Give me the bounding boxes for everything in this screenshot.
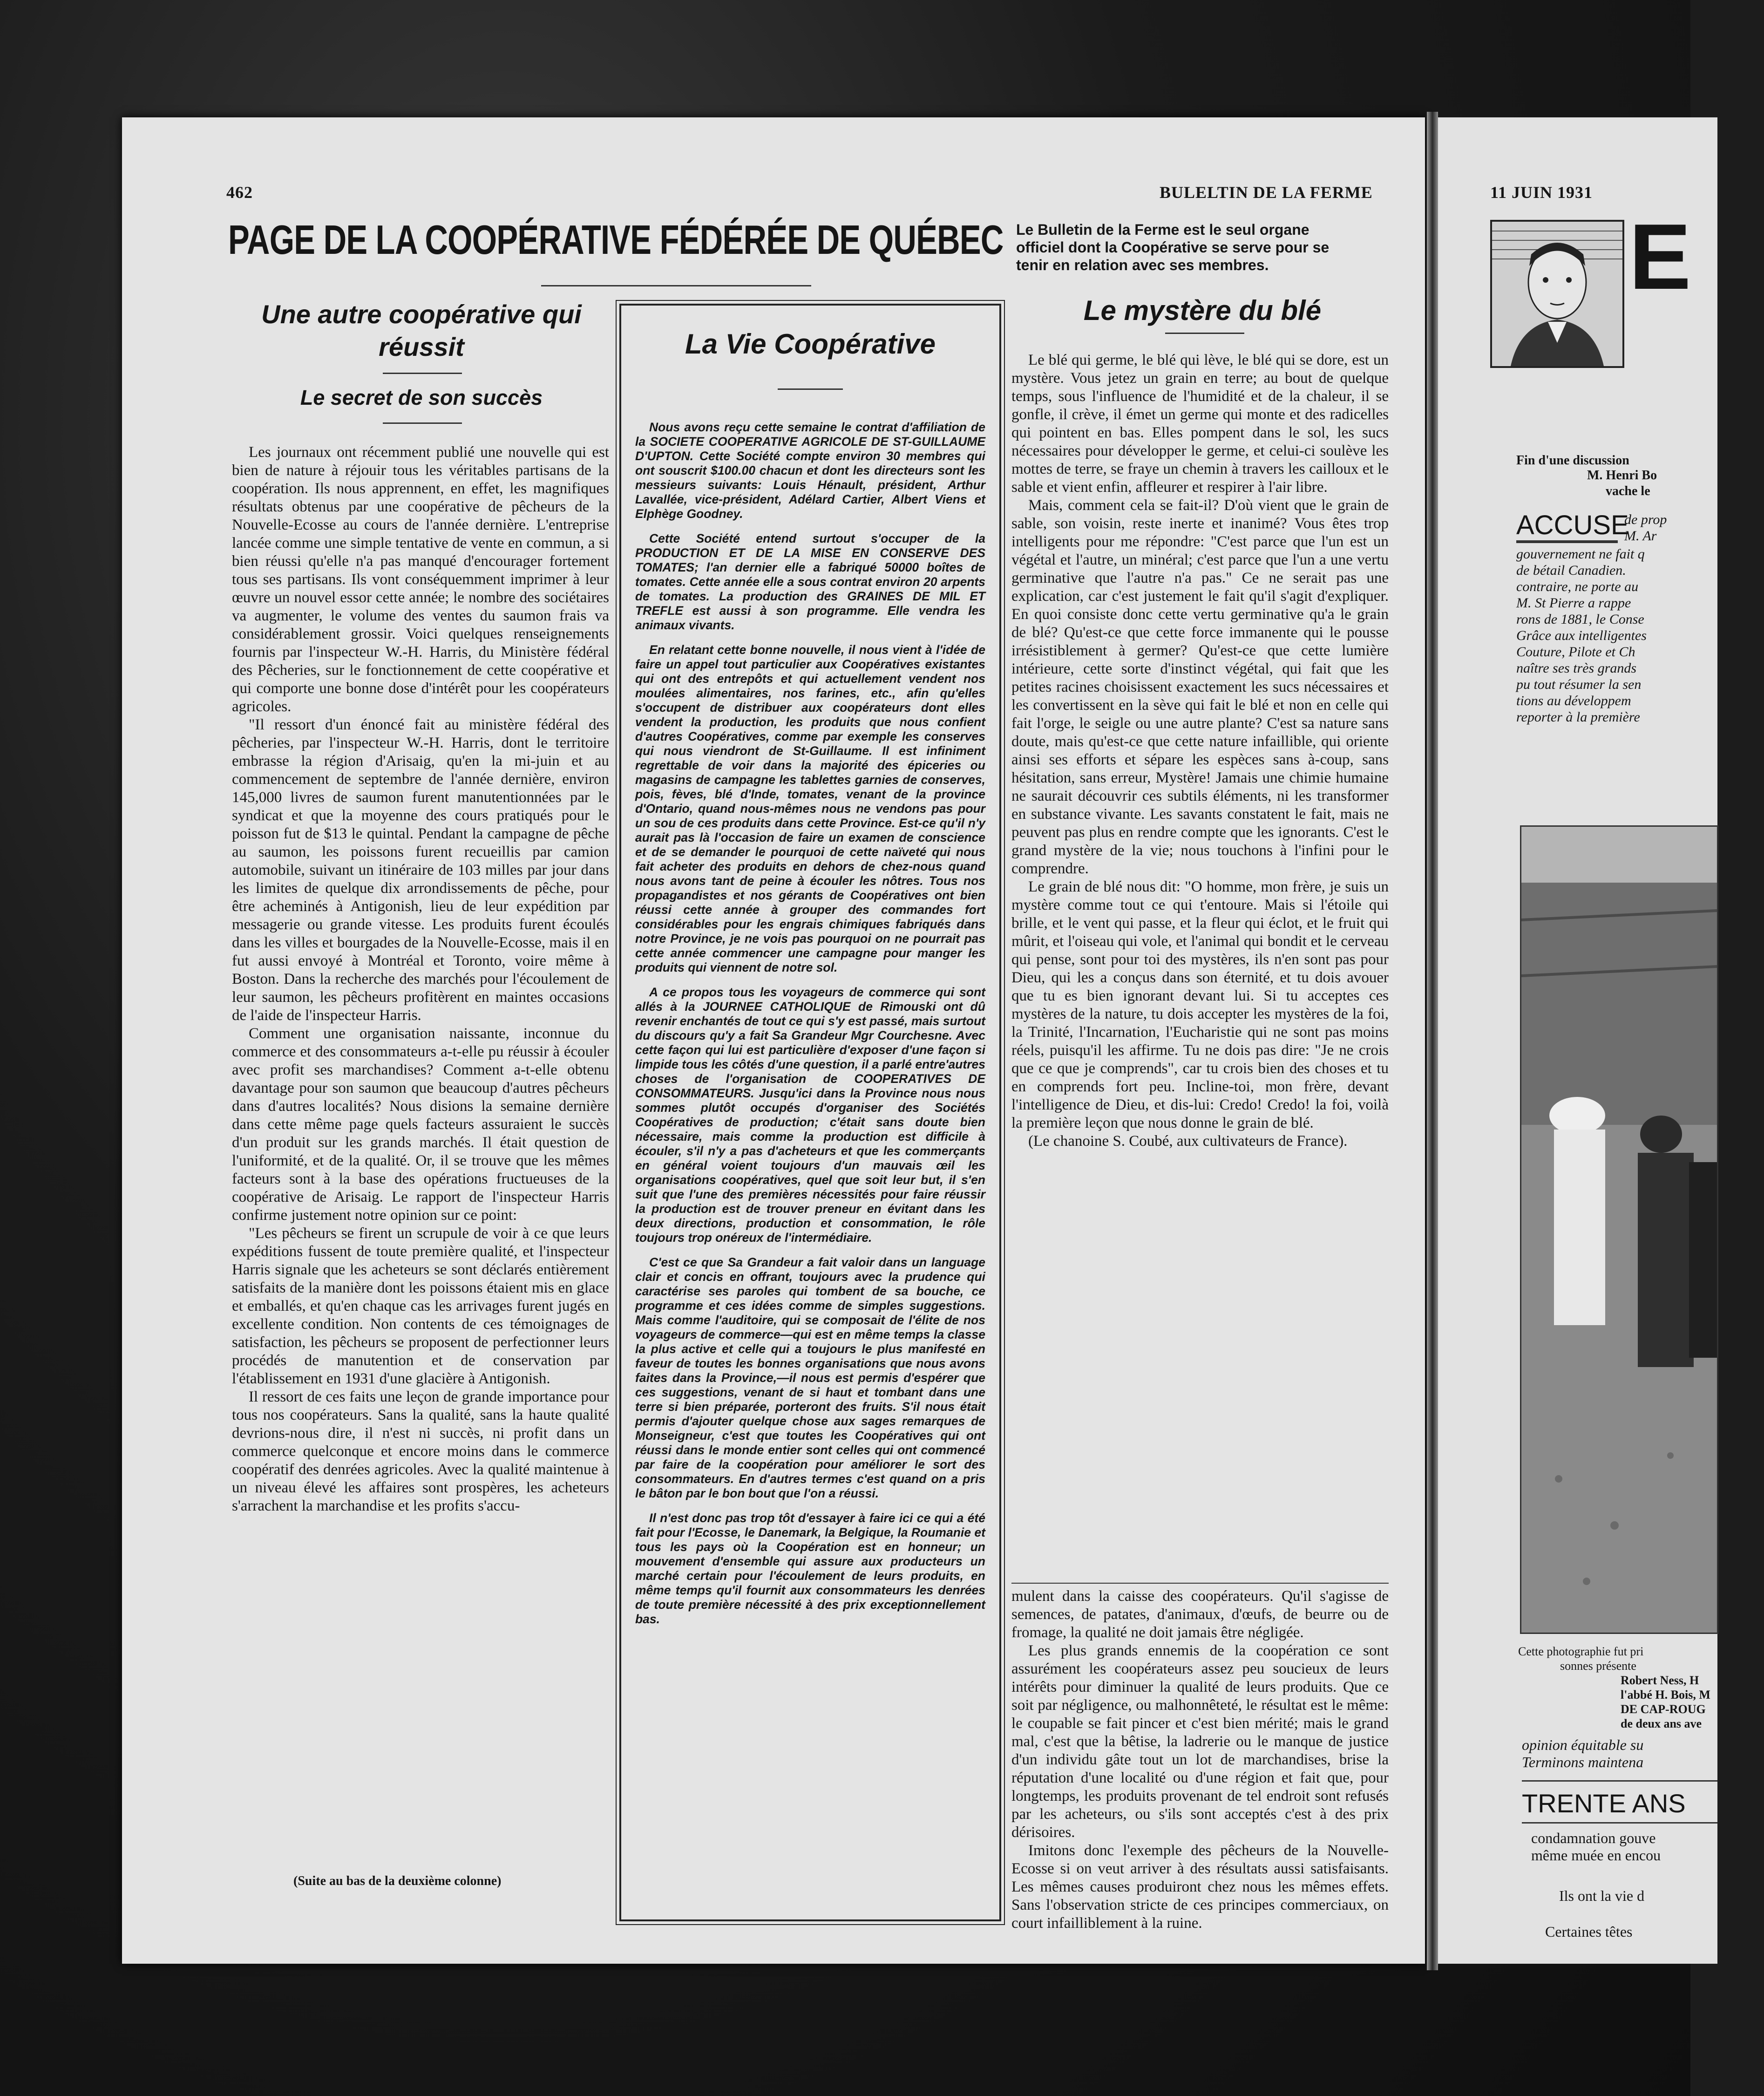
left-paragraph: Comment une organisation naissante, inconnue du commerce et des consommateurs a-t-elle pu réussir à écouler avec profit ses marchandises? Comment a-t-elle obtenu davantage pour son saumon que beaucoup d'autres pêcheurs dans d'autres localités? Nous disions la semaine dernière dans cette même page quels facteurs assuraient le succès d'un produit sur les grands marchés. Il était question de l'uniformité, et de la qualité. Or, il se trouve que les mêmes facteurs sont à la base des opérations fructueuses de la coopérative de Arisaig. Le rapport de l'inspecteur Harris confirme justement notre opinion sur ce point:: [232, 1025, 609, 1224]
continuation-separator: [1011, 1583, 1389, 1584]
box-body: [635, 420, 985, 1901]
right-headline: Le mystère du blé: [1083, 295, 1322, 326]
right-article-body: [1011, 351, 1389, 1576]
accuse-line: Couture, Pilote et Ch: [1516, 644, 1635, 660]
accuse-line: gouvernement ne fait q: [1516, 546, 1645, 562]
page-number: 462: [226, 183, 253, 202]
accuse-lines-top: [1624, 511, 1764, 544]
accuse-line: tions au développem: [1516, 693, 1631, 708]
photo-caption: [1518, 1644, 1723, 1731]
tail-line: Ils ont la vie d: [1559, 1887, 1645, 1904]
left-paragraph: "Les pêcheurs se firent un scrupule de voir à ce que leurs expéditions fussent de toute première qualité, et l'inspecteur Harris signale que les acheteurs se sont déclarés entièrement satisfaits de la manière dont les poissons étaient mis en glace et emballés, et qu'en chaque cas les arrivages furent jugés en excellente condition. Non contents de ces témoignages de satisfaction, les pêcheurs se proposent de perfectionner leurs procédés de manutention et de conservation par l'établissement en 1931 d'une glacière à Antigonish.: [232, 1225, 609, 1387]
tail-line: même muée en encou: [1531, 1847, 1661, 1864]
accuse-line: Grâce aux intelligentes: [1516, 628, 1647, 643]
right-paragraph: Le grain de blé nous dit: "O homme, mon frère, je suis un mystère comme tout ce qui t'entoure. Mais si l'étoile qui brille, et le vent qui passe, et la fleur qui éclot, et le fruit qui mûrit, et l'oiseau qui vole, et l'animal qui bondit et le cerveau qui pense, sont pour toi des mystères, ils n'en sont pas pour Dieu, qui les a conçus dans son éternité, et tu dois avouer que tu es bien ignorant devant lui. Si tu acceptes ces mystères de la nature, tu dois accepter les mystères de la foi, la Trinité, l'Incarnation, l'Eucharistie qui ne sont pas moins réels, puisqu'il les affirme. Tu ne dois pas dire: "Je ne crois que ce que je comprends", car tu crois bien des choses et tu en comprends fort peu. Incline-toi, mon frère, devant l'intelligence de Dieu, et dis-lui: Credo! Credo! la foi, voilà la première leçon que nous donne le grain de blé.: [1011, 878, 1389, 1131]
page-fold: [1427, 112, 1438, 1970]
right-paragraph: Le blé qui germe, le blé qui lève, le blé qui se dore, est un mystère. Vous jetez un grain en terre; au bout de quelque temps, sous l'influence de l'humidité et de la chaleur, il se gonfle, il crève, il émet un germe qui monte et des radicelles qui pointent en bas. Elles pompent dans le sol, les sucs nécessaires pour développer le germe, et celui-ci soulève les mottes de terre, se fraye un chemin à travers les cailloux et le sable et vient enfin, affleurer et respirer à l'air libre.: [1011, 352, 1389, 496]
continuation-body: [1011, 1587, 1389, 1941]
caption-line: Cette photographie fut pri: [1518, 1645, 1644, 1658]
trente-rule-top: [1522, 1780, 1717, 1782]
box-paragraph: En relatant cette bonne nouvelle, il nous vient à l'idée de faire un appel tout particulier aux Coopératives existantes qui ont des entrepôts et qui actuellement vendent nos moulées alimentaires, nos farines, etc., afin qu'elles s'occupent de distribuer aux coopérateurs dont elles vendent la production, les produits que nous confient d'autres Coopératives, comme par exemple les conserves qui nous viendront de St-Guillaume. Il est infiniment regrettable de voir dans la majorité des épiceries ou magasins de campagne les tablettes garnies de conserves, pois, fèves, blé d'Inde, tomates, venant de la province d'Ontario, quand nous-mêmes nous ne vendons pas pour un sou de ces produits dans cette Province. Est-ce qu'il n'y aurait pas là l'occasion de faire un examen de conscience et de se demander le pourquoi de cette naïveté qui nous fait acheter des produits en dehors de chez-nous quand nous avons tant de peine à écouler les nôtres. Tous nos propagandistes et nos gérants de Coopératives ont bien réussi cette année à grouper des commandes fort considérables pour les engrais chimiques fabriqués dans notre Province, je ne vois pas pourquoi on ne pourrait pas cette année commencer une campagne pour manger les produits qui viennent de notre sol.: [635, 643, 985, 974]
accuse-line: pu tout résumer la sen: [1516, 677, 1642, 692]
accuse-line: M. St Pierre a rappe: [1516, 595, 1631, 611]
accuse-word: ACCUSE: [1516, 510, 1629, 540]
page-title: PAGE DE LA COOPÉRATIVE FÉDÉRÉE DE QUÉBEC: [228, 217, 1004, 263]
intro-line: M. Henri Bo: [1587, 468, 1657, 483]
newspaper-page: [122, 117, 1425, 1964]
continuation-paragraph: Imitons donc l'exemple des pêcheurs de la Nouvelle-Ecosse si on veut arriver à des résultats aussi satisfaisants. Les mêmes causes produiront chez nous les mêmes effets. Sans l'observation stricte de ces principes commerciaux, on court infailliblement à la ruine.: [1011, 1842, 1389, 1932]
caption-line: l'abbé H. Bois, M: [1621, 1688, 1710, 1701]
accuse-line: de prop: [1624, 512, 1667, 527]
left-paragraph: Il ressort de ces faits une leçon de grande importance pour tous nos coopérateurs. Sans la qualité, sans la haute qualité devrions-nous dire, il n'est ni succès, ni profit dans un commerce quelconque et encore moins dans le commerce coopératif des denrées agricoles. Avec la qualité maintenue à un niveau élevé les affaires sont prospères, les acheteurs s'arrachent la marchandise et les profits s'accu-: [232, 1388, 609, 1514]
title-rule: [541, 285, 811, 286]
caption-line: de deux ans ave: [1621, 1717, 1702, 1730]
trente-rule-bottom: [1522, 1822, 1717, 1824]
left-paragraph: Les journaux ont récemment publié une nouvelle qui est bien de nature à réjouir tous les véritables partisans de la coopération. Ils nous apprennent, en effet, les magnifiques résultats obtenus par une coopérative de pêcheurs de la Nouvelle-Ecosse au cours de l'année dernière. L'entreprise lancée comme une simple tentative de vente en commun, a si bien réussi qu'elle n'a pas manqué d'encourager fortement tous ses partisans. Ils vont conséquemment imprimer à leur œuvre un nouvel essor cette année; le nombre des sociétaires va augmenter, le volume des ventes du saumon frais va considérablement grossir. Voici quelques renseignements fournis par l'inspecteur W.-H. Harris, du Ministère fédéral des Pêcheries, sur le fonctionnement de cette coopérative et qui comporte une bonne dose d'intérêt pour les coopérateurs agricoles.: [232, 444, 609, 715]
box-paragraph: C'est ce que Sa Grandeur a fait valoir dans un language clair et concis en offrant, toujours avec la prudence qui caractérise ses paroles qui tombent de sa bouche, ce programme et ces idées comme de simples suggestions. Mais comme l'auditoire, qui se composait de l'élite de nos voyageurs de commerce—qui est en même temps la classe la plus active et celle qui a toujours le plus manifesté en faveur de toutes les bonnes organisations que nous avons faites dans la Province,—il nous est permis d'espérer que ces suggestions, venant de si haut et tombant dans une terre si bien préparée, porteront des fruits. S'il nous était permis d'ajouter quelque chose aux sages remarques de Monseigneur, c'est que toutes les Coopératives qui ont réussi dans le monde entier sont celles qui ont commencé par faire de la coopération pour améliorer le sort des consommateurs. En d'autres termes c'est quand on a pris le bâton par le bon bout que l'on a réussi.: [635, 1255, 985, 1500]
right-headline-rule: [1165, 333, 1244, 334]
official-organ-notice: Le Bulletin de la Ferme est le seul organe officiel dont la Coopérative se serve pour se tenir en relation avec ses membres.: [1016, 221, 1330, 273]
la-vie-cooperative-box: [619, 304, 1001, 1921]
italic-line: Terminons maintena: [1522, 1754, 1644, 1770]
box-paragraph: Il n'est donc pas trop tôt d'essayer à faire ici ce qui a été fait pour l'Ecosse, le Danemark, la Belgique, la Roumanie et tous les pays où la Coopération est en honneur; un mouvement d'ensemble qui assure aux producteurs un marché certain pour l'écoulement de leurs produits, en même temps qu'il fournit aux consommateurs les denrées de toute première nécessité à des prix exceptionnellement bas.: [635, 1511, 985, 1626]
tail-line: condamnation gouve: [1531, 1830, 1656, 1846]
next-page-date: 11 JUIN 1931: [1490, 183, 1593, 202]
accuse-line: rons de 1881, le Conse: [1516, 612, 1644, 627]
caption-line: DE CAP-ROUG: [1621, 1702, 1706, 1716]
accuse-rule: [1516, 540, 1618, 543]
next-page-edge: [1438, 117, 1717, 1964]
portrait-icon: [1492, 222, 1622, 366]
intro-line: Fin d'une discussion: [1516, 453, 1629, 468]
left-headline: Une autre coopérative qui réussit: [261, 299, 582, 361]
caption-line: sonnes présente: [1560, 1659, 1636, 1673]
box-paragraph: A ce propos tous les voyageurs de commerce qui sont allés à la JOURNEE CATHOLIQUE de Rimouski ont dû revenir enchantés de tout ce qui s'y est passé, mais surtout du discours qu'y a fait Sa Grandeur Mgr Courchesne. Avec cette façon qui lui est particulière d'exposer d'une façon si limpide tous les côtés d'une question, il a parlé entre'autres choses de l'organisation de COOPERATIVES DE CONSOMMATEURS. Jusqu'ici dans la Province nous nous sommes plutôt occupés d'organiser des Sociétés Coopératives de production; c'était sans doute bien nécessaire, mais comme la production est difficile à écouler, s'il n'y a pas d'acheteurs et que les commerçants en général voient toujours d'un mauvais œil les organisations coopératives, quel que soit leur but, il s'en suit que l'une des premières nécessités pour faire réussir la production est de trouver preneur en évitant dans les deux directions, production et consommation, le rôle toujours trop onéreux de l'intermédiaire.: [635, 985, 985, 1245]
right-paragraph: Mais, comment cela se fait-il? D'où vient que le grain de sable, son voisin, reste inerte et inanimé? Vous êtes trop intelligents pour me répondre: "C'est parce que l'un est un végétal et l'autre, un minéral; c'est parce que l'un a une vertu germinative que l'autre n'a pas." Ce ne serait pas une explication, car c'est justement le fait qu'il s'agit d'expliquer. En quoi consiste donc cette vertu germinative qu'a le grain de blé? Qu'est-ce que cette force immanente qui le pousse irrésistiblement à germer? Qu'est-ce que cette lumière intérieure, cette sorte d'instinct végétal, qui fait que les petites racines choisissent exactement les sucs nécessaires et les convertissent en la sève qui fait le blé et non en celle qui fait l'orge, le seigle ou une autre plante? C'est sa nature sans doute, mais qu'est-ce que cette nature infaillible, qui oriente ainsi ses efforts et sépare les espèces sans à-coup, sans hésitation, sans erreur, Mystère! Jamais une chimie humaine ne saurait découvrir ces subtils éléments, ni les transformer en substance vivante. Les savants constatent le fait, mais ne peuvent pas plus en rendre compte que les ignorants. C'est le grand mystère de la vie; nous touchons à l'infini pour le comprendre.: [1011, 497, 1389, 877]
portrait-engraving: [1490, 220, 1624, 368]
left-headline-rule: [383, 373, 462, 374]
box-headline: La Vie Coopérative: [685, 328, 936, 360]
accuse-line: M. Ar: [1624, 528, 1657, 544]
publication-name: BULELTIN DE LA FERME: [1160, 183, 1373, 202]
left-subhead: Le secret de son succès: [300, 386, 543, 409]
right-attribution: (Le chanoine S. Coubé, aux cultivateurs de France).: [1028, 1133, 1348, 1150]
box-paragraph: Cette Société entend surtout s'occuper de la PRODUCTION ET DE LA MISE EN CONSERVE DES TOMATES; l'an dernier elle a fabriqué 50000 boîtes de tomates. Cette année elle a sous contrat environ 20 arpents de tomates. La production des GRAINES DE MIL ET TREFLE est aussi à son programme. Elle vendra les animaux vivants.: [635, 531, 985, 632]
left-paragraph: "Il ressort d'un énoncé fait au ministère fédéral des pêcheries, par l'inspecteur W.-H. Harris, dont le territoire embrasse la région d'Arisaig, qu'en la mi-juin et au commencement de septembre de l'année dernière, environ 145,000 livres de saumon furent manutentionnées par le syndicat et que la moyenne des cours pratiqués pour le poisson fut de $13 le quintal. Pendant la campagne de pêche au saumon, les poissons furent recueillis par camion automobile, suivant un itinéraire de 103 milles par jour dans les limites de quelque dix arrondissements de pêche, pour être acheminés à Antigonish, lieu de leur expédition par messagerie ou grande vitesse. Les produits furent écoulés dans les villes et bourgades de la Nouvelle-Ecosse, mais il en fut aussi envoyé à Montréal et Toronto, voire même à Boston. Dans la recherche des marchés pour l'écoulement de leur saumon, les pêcheurs profitèrent en maintes occasions de l'aide de l'inspecteur Harris.: [232, 716, 609, 1024]
italic-lines: [1522, 1736, 1727, 1771]
continuation-paragraph: Les plus grands ennemis de la coopération ce sont assurément les coopérateurs assez peu soucieux de leurs intérêts pour diminuer la qualité de leurs produits. Que ce soit par négligence, ou malhonnêteté, le résultat est le même: le coupable se fait pincer et c'est bien mérité; mais le grand mal, c'est que la bêtise, la ladrerie ou le manque de justice d'un individu gâte tout un lot de marchandises, brise la réputation d'une localité ou d'une région et fait que, pour longtemps, les produits provenant de tel endroit sont refusés par les acheteurs, ou s'ils sont acceptés c'est à des prix dérisoires.: [1011, 1642, 1389, 1841]
accuse-line: naître ses très grands: [1516, 660, 1637, 676]
tail-lines: [1531, 1830, 1727, 1940]
news-photograph: [1520, 825, 1718, 1634]
box-paragraph: Nous avons reçu cette semaine le contrat d'affiliation de la SOCIETE COOPERATIVE AGRICOLE DE ST-GUILLAUME D'UPTON. Cette Société compte environ 30 membres qui ont souscrit $100.00 chacun et dont les directeurs sont les messieurs suivants: Louis Hénault, président, Arthur Lavallée, vice-président, Adélard Cartier, Albert Viens et Elphège Goodney.: [635, 420, 985, 521]
intro-line: vache le: [1606, 484, 1650, 498]
caption-line: Robert Ness, H: [1621, 1674, 1699, 1687]
accuse-line: reporter à la première: [1516, 709, 1640, 725]
masthead-letter: E: [1629, 205, 1691, 309]
continuation-paragraph: mulent dans la caisse des coopérateurs. Qu'il s'agisse de semences, de patates, d'animaux, d'œufs, de beurre ou de fromage, la qualité ne doit jamais être négligée.: [1011, 1588, 1389, 1641]
accuse-line: contraire, ne porte au: [1516, 579, 1639, 594]
box-headline-rule: [778, 388, 843, 390]
italic-line: opinion équitable su: [1522, 1736, 1644, 1753]
left-continued-note: (Suite au bas de la deuxième colonne): [293, 1874, 502, 1888]
trente-ans-heading: TRENTE ANS: [1522, 1789, 1686, 1818]
accuse-line: de bétail Canadien.: [1516, 563, 1626, 578]
tail-line: Certaines têtes: [1545, 1923, 1633, 1940]
accuse-lines: [1516, 546, 1749, 725]
left-article-body: [232, 443, 609, 1939]
photo-icon: [1521, 827, 1717, 1633]
left-subhead-rule: [383, 422, 462, 424]
